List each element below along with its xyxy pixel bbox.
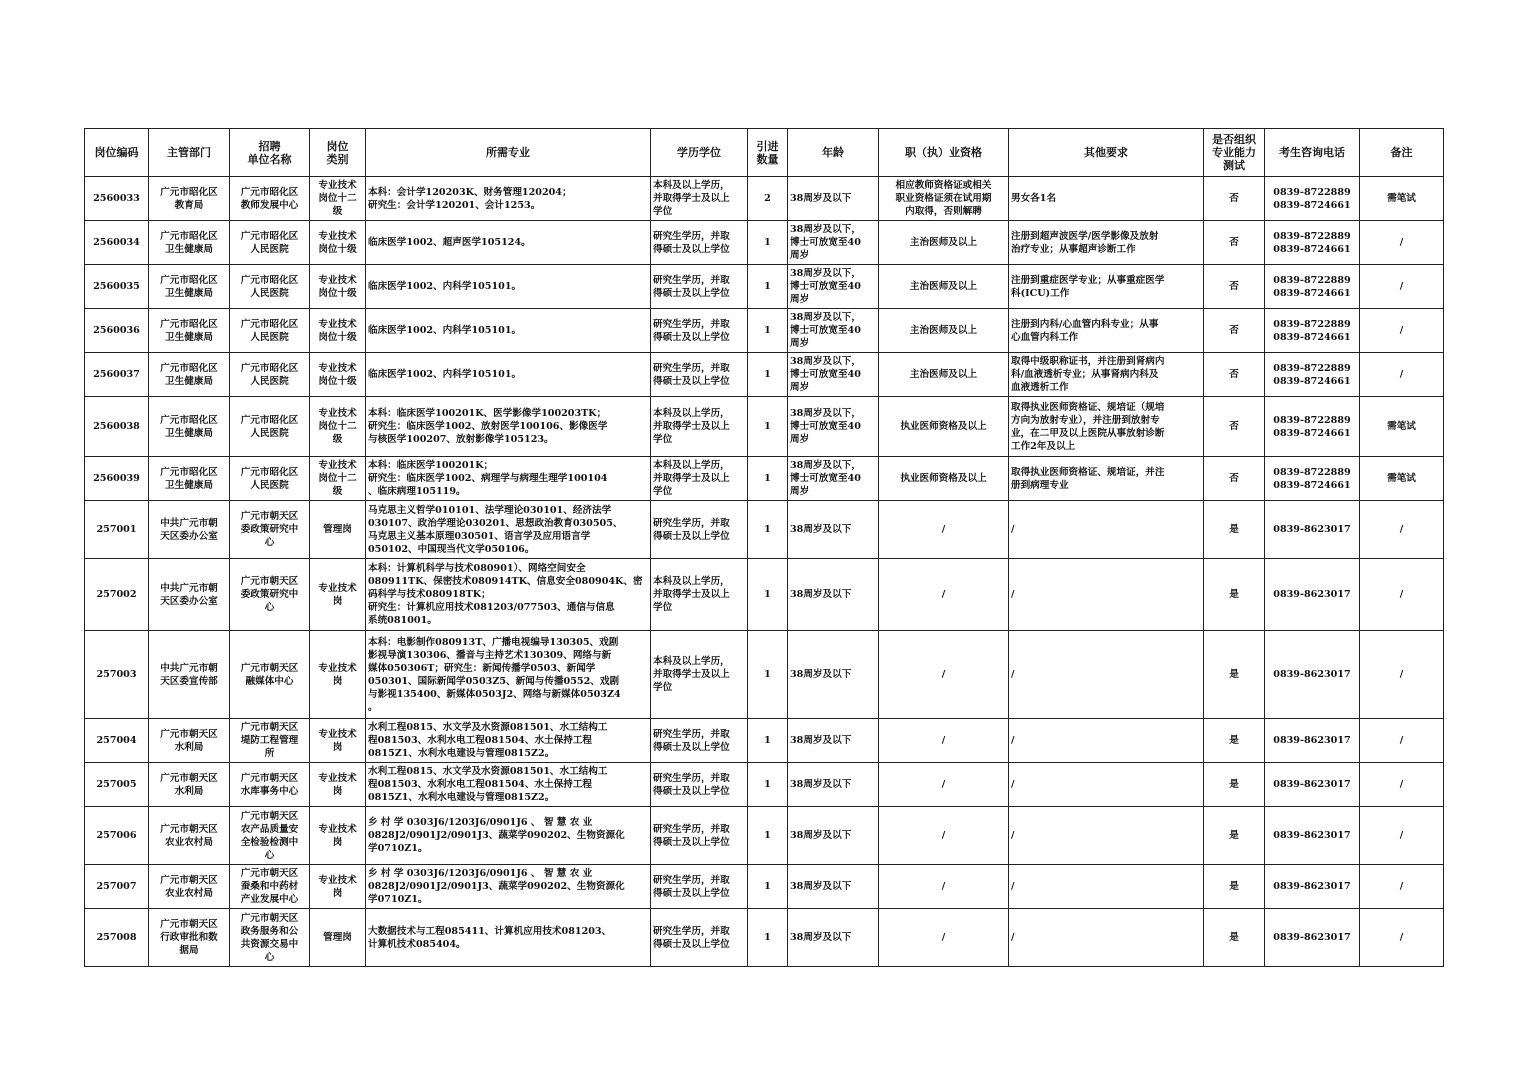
cell-note: 需笔试 [1360,397,1444,457]
cell-age: 38周岁及以下， 博士可放宽至40 周岁 [788,265,879,309]
cell-major: 本科：会计学120203K、财务管理120204； 研究生：会计学120201、会计1253。 [366,177,651,221]
cell-age: 38周岁及以下 [788,559,879,631]
cell-age: 38周岁及以下 [788,865,879,909]
cell-major: 大数据技术与工程085411、计算机应用技术081203、 计算机技术085404。 [366,909,651,967]
cell-phone: 0839-8623017 [1265,501,1360,559]
cell-edu: 研究生学历，并取 得硕士及以上学位 [651,309,748,353]
cell-other: / [1009,865,1204,909]
cell-age: 38周岁及以下， 博士可放宽至40 周岁 [788,221,879,265]
cell-edu: 研究生学历，并取 得硕士及以上学位 [651,909,748,967]
cell-age: 38周岁及以下 [788,501,879,559]
cell-qual: / [879,631,1009,719]
cell-num: 1 [748,559,788,631]
cell-num: 1 [748,265,788,309]
cell-code: 2560033 [85,177,149,221]
cell-qual: 执业医师资格及以上 [879,457,1009,501]
cell-code: 257002 [85,559,149,631]
cell-age: 38周岁及以下， 博士可放宽至40 周岁 [788,397,879,457]
header-note: 备注 [1360,129,1444,177]
cell-num: 1 [748,309,788,353]
cell-note: / [1360,909,1444,967]
cell-test: 否 [1204,265,1265,309]
cell-note: / [1360,221,1444,265]
recruitment-table [84,128,1444,967]
cell-phone: 0839-8722889 0839-8724661 [1265,309,1360,353]
cell-edu: 本科及以上学历， 并取得学士及以上 学位 [651,177,748,221]
cell-age: 38周岁及以下 [788,177,879,221]
cell-code: 2560035 [85,265,149,309]
cell-qual: 执业医师资格及以上 [879,397,1009,457]
cell-type: 专业技术 岗 [310,631,366,719]
cell-test: 是 [1204,807,1265,865]
cell-edu: 研究生学历，并取 得硕士及以上学位 [651,353,748,397]
cell-dept: 广元市昭化区 卫生健康局 [149,457,230,501]
cell-other: 取得执业医师资格证、规培证，并注 册到病理专业 [1009,457,1204,501]
cell-phone: 0839-8722889 0839-8724661 [1265,265,1360,309]
cell-note: / [1360,763,1444,807]
cell-edu: 本科及以上学历， 并取得学士及以上 学位 [651,457,748,501]
cell-type: 专业技术 岗位十二 级 [310,177,366,221]
cell-edu: 本科及以上学历， 并取得学士及以上 学位 [651,397,748,457]
cell-unit: 广元市朝天区 融媒体中心 [230,631,310,719]
cell-dept: 广元市朝天区 农业农村局 [149,807,230,865]
header-type: 岗位 类别 [310,129,366,177]
cell-phone: 0839-8623017 [1265,865,1360,909]
cell-dept: 中共广元市朝 天区委办公室 [149,559,230,631]
cell-note: / [1360,807,1444,865]
cell-code: 2560036 [85,309,149,353]
cell-dept: 广元市朝天区 水利局 [149,763,230,807]
cell-type: 专业技术 岗位十二 级 [310,397,366,457]
cell-unit: 广元市昭化区 人民医院 [230,457,310,501]
cell-test: 否 [1204,353,1265,397]
cell-phone: 0839-8722889 0839-8724661 [1265,457,1360,501]
cell-note: / [1360,719,1444,763]
cell-phone: 0839-8722889 0839-8724661 [1265,397,1360,457]
cell-major: 乡 村 学 0303J6/1203J6/0901J6 、 智 慧 农 业 0828J2/0901J2/0901J3、蔬菜学090202、生物资源化 学0710Z1。 [366,865,651,909]
cell-unit: 广元市朝天区 堤防工程管理 所 [230,719,310,763]
cell-num: 1 [748,909,788,967]
cell-dept: 广元市昭化区 卫生健康局 [149,353,230,397]
cell-dept: 广元市昭化区 教育局 [149,177,230,221]
cell-edu: 本科及以上学历， 并取得学士及以上 学位 [651,631,748,719]
cell-num: 1 [748,719,788,763]
cell-age: 38周岁及以下 [788,763,879,807]
cell-major: 乡 村 学 0303J6/1203J6/0901J6 、 智 慧 农 业 0828J2/0901J2/0901J3、蔬菜学090202、生物资源化 学0710Z1。 [366,807,651,865]
cell-other: / [1009,807,1204,865]
cell-qual: / [879,807,1009,865]
cell-type: 专业技术 岗位十级 [310,309,366,353]
cell-test: 是 [1204,631,1265,719]
cell-code: 2560038 [85,397,149,457]
cell-unit: 广元市昭化区 人民医院 [230,353,310,397]
cell-unit: 广元市昭化区 人民医院 [230,309,310,353]
table-row [85,397,1444,457]
cell-edu: 研究生学历，并取 得硕士及以上学位 [651,501,748,559]
cell-phone: 0839-8623017 [1265,719,1360,763]
cell-other: / [1009,763,1204,807]
cell-qual: / [879,909,1009,967]
header-age: 年龄 [788,129,879,177]
header-major: 所需专业 [366,129,651,177]
cell-phone: 0839-8722889 0839-8724661 [1265,177,1360,221]
cell-test: 否 [1204,397,1265,457]
cell-major: 水利工程0815、水文学及水资源081501、水工结构工 程081503、水利水电工程081504、水土保持工程 0815Z1、水利水电建设与管理0815Z2。 [366,719,651,763]
cell-note: 需笔试 [1360,177,1444,221]
cell-unit: 广元市昭化区 教师发展中心 [230,177,310,221]
cell-other: / [1009,631,1204,719]
table-row [85,265,1444,309]
cell-dept: 广元市昭化区 卫生健康局 [149,265,230,309]
cell-note: / [1360,353,1444,397]
cell-major: 马克思主义哲学010101、法学理论030101、经济法学 030107、政治学理论030201、思想政治教育030505、 马克思主义基本原理030501、语言学及应用语言学 050102、中国现当代文学050106。 [366,501,651,559]
cell-major: 水利工程0815、水文学及水资源081501、水工结构工 程081503、水利水电工程081504、水土保持工程 0815Z1、水利水电建设与管理0815Z2。 [366,763,651,807]
cell-test: 否 [1204,457,1265,501]
cell-code: 257008 [85,909,149,967]
cell-test: 是 [1204,865,1265,909]
table-row [85,631,1444,719]
cell-note: / [1360,559,1444,631]
cell-edu: 研究生学历，并取 得硕士及以上学位 [651,763,748,807]
cell-num: 1 [748,397,788,457]
cell-num: 1 [748,763,788,807]
cell-code: 2560034 [85,221,149,265]
cell-other: 取得执业医师资格证、规培证（规培 方向为放射专业），并注册到放射专 业，在二甲及以上医院从事放射诊断 工作2年及以上 [1009,397,1204,457]
header-dept: 主管部门 [149,129,230,177]
cell-num: 1 [748,865,788,909]
cell-unit: 广元市朝天区 政务服务和公 共资源交易中 心 [230,909,310,967]
cell-major: 本科：计算机科学与技术080901）、网络空间安全 080911TK、保密技术080914TK、信息安全080904K、密 码科学与技术080918TK； 研究生：计算机应用技术081203/077503、通信与信息 系统081001。 [366,559,651,631]
cell-qual: 主治医师及以上 [879,221,1009,265]
cell-note: / [1360,501,1444,559]
cell-test: 否 [1204,309,1265,353]
cell-other: / [1009,719,1204,763]
cell-major: 本科：电影制作080913T、广播电视编导130305、戏剧 影视导演130306、播音与主持艺术130309、网络与新 媒体050306T；研究生：新闻传播学0503、新闻学 050301、国际新闻学0503Z5、新闻与传播0552、戏剧 与影视135400、新媒体0503J2、网络与新媒体0503Z4 。 [366,631,651,719]
header-test: 是否组织 专业能力 测试 [1204,129,1265,177]
header-code: 岗位编码 [85,129,149,177]
table-row [85,353,1444,397]
cell-other: / [1009,501,1204,559]
cell-test: 是 [1204,559,1265,631]
table-row [85,719,1444,763]
cell-test: 否 [1204,177,1265,221]
header-num: 引进 数量 [748,129,788,177]
cell-code: 257003 [85,631,149,719]
cell-age: 38周岁及以下 [788,909,879,967]
header-edu: 学历学位 [651,129,748,177]
cell-unit: 广元市朝天区 委政策研究中 心 [230,501,310,559]
cell-num: 2 [748,177,788,221]
cell-num: 1 [748,221,788,265]
cell-type: 专业技术 岗位十级 [310,221,366,265]
cell-edu: 研究生学历，并取 得硕士及以上学位 [651,265,748,309]
table-row [85,457,1444,501]
cell-type: 专业技术 岗位十级 [310,265,366,309]
cell-note: / [1360,265,1444,309]
cell-phone: 0839-8623017 [1265,807,1360,865]
header-unit: 招聘 单位名称 [230,129,310,177]
cell-note: / [1360,309,1444,353]
cell-qual: 主治医师及以上 [879,309,1009,353]
header-qual: 职（执）业资格 [879,129,1009,177]
cell-unit: 广元市朝天区 蚕桑和中药材 产业发展中心 [230,865,310,909]
cell-major: 本科：临床医学100201K、医学影像学100203TK； 研究生：临床医学1002、放射医学100106、影像医学 与核医学100207、放射影像学105123。 [366,397,651,457]
cell-type: 专业技术 岗 [310,763,366,807]
cell-dept: 中共广元市朝 天区委办公室 [149,501,230,559]
cell-age: 38周岁及以下， 博士可放宽至40 周岁 [788,457,879,501]
cell-dept: 广元市朝天区 水利局 [149,719,230,763]
cell-qual: / [879,501,1009,559]
cell-edu: 研究生学历，并取 得硕士及以上学位 [651,807,748,865]
cell-dept: 广元市昭化区 卫生健康局 [149,397,230,457]
cell-major: 本科：临床医学100201K； 研究生：临床医学1002、病理学与病理生理学100104 、临床病理105119。 [366,457,651,501]
cell-note: / [1360,631,1444,719]
cell-code: 2560037 [85,353,149,397]
cell-other: 取得中级职称证书，并注册到肾病内 科/血液透析专业；从事肾病内科及 血液透析工作 [1009,353,1204,397]
cell-qual: / [879,719,1009,763]
cell-edu: 研究生学历，并取 得硕士及以上学位 [651,865,748,909]
cell-phone: 0839-8623017 [1265,631,1360,719]
cell-age: 38周岁及以下， 博士可放宽至40 周岁 [788,309,879,353]
cell-qual: 主治医师及以上 [879,353,1009,397]
cell-unit: 广元市昭化区 人民医院 [230,265,310,309]
cell-age: 38周岁及以下， 博士可放宽至40 周岁 [788,353,879,397]
table-row [85,221,1444,265]
cell-code: 257004 [85,719,149,763]
cell-edu: 研究生学历，并取 得硕士及以上学位 [651,221,748,265]
cell-num: 1 [748,353,788,397]
cell-test: 否 [1204,221,1265,265]
cell-code: 257006 [85,807,149,865]
cell-type: 管理岗 [310,501,366,559]
cell-type: 专业技术 岗 [310,559,366,631]
cell-phone: 0839-8623017 [1265,559,1360,631]
cell-dept: 广元市昭化区 卫生健康局 [149,309,230,353]
cell-phone: 0839-8623017 [1265,763,1360,807]
cell-type: 专业技术 岗 [310,807,366,865]
cell-major: 临床医学1002、内科学105101。 [366,265,651,309]
cell-age: 38周岁及以下 [788,631,879,719]
cell-other: 注册到超声波医学/医学影像及放射 治疗专业；从事超声诊断工作 [1009,221,1204,265]
cell-note: / [1360,865,1444,909]
table-row [85,501,1444,559]
cell-phone: 0839-8722889 0839-8724661 [1265,221,1360,265]
cell-other: / [1009,909,1204,967]
header-other: 其他要求 [1009,129,1204,177]
cell-unit: 广元市昭化区 人民医院 [230,221,310,265]
cell-num: 1 [748,631,788,719]
table-row [85,177,1444,221]
cell-type: 专业技术 岗位十二 级 [310,457,366,501]
cell-qual: / [879,559,1009,631]
cell-dept: 中共广元市朝 天区委宣传部 [149,631,230,719]
cell-dept: 广元市昭化区 卫生健康局 [149,221,230,265]
cell-qual: 主治医师及以上 [879,265,1009,309]
cell-test: 是 [1204,763,1265,807]
cell-major: 临床医学1002、内科学105101。 [366,353,651,397]
cell-code: 257005 [85,763,149,807]
cell-type: 专业技术 岗 [310,865,366,909]
cell-type: 专业技术 岗 [310,719,366,763]
cell-unit: 广元市朝天区 农产品质量安 全检验检测中 心 [230,807,310,865]
cell-note: 需笔试 [1360,457,1444,501]
cell-age: 38周岁及以下 [788,719,879,763]
cell-qual: / [879,865,1009,909]
cell-unit: 广元市朝天区 委政策研究中 心 [230,559,310,631]
cell-unit: 广元市昭化区 人民医院 [230,397,310,457]
cell-test: 是 [1204,501,1265,559]
table-row [85,763,1444,807]
cell-unit: 广元市朝天区 水库事务中心 [230,763,310,807]
cell-phone: 0839-8623017 [1265,909,1360,967]
cell-major: 临床医学1002、内科学105101。 [366,309,651,353]
cell-code: 257007 [85,865,149,909]
cell-qual: / [879,763,1009,807]
cell-other: 注册到内科/心血管内科专业；从事 心血管内科工作 [1009,309,1204,353]
cell-num: 1 [748,457,788,501]
cell-code: 2560039 [85,457,149,501]
cell-type: 专业技术 岗位十级 [310,353,366,397]
cell-type: 管理岗 [310,909,366,967]
header-row [85,129,1444,177]
cell-age: 38周岁及以下 [788,807,879,865]
cell-major: 临床医学1002、超声医学105124。 [366,221,651,265]
cell-code: 257001 [85,501,149,559]
cell-test: 是 [1204,909,1265,967]
cell-other: 注册到重症医学专业；从事重症医学 科(ICU)工作 [1009,265,1204,309]
cell-num: 1 [748,501,788,559]
table-row [85,309,1444,353]
cell-edu: 本科及以上学历， 并取得学士及以上 学位 [651,559,748,631]
cell-test: 是 [1204,719,1265,763]
cell-edu: 研究生学历，并取 得硕士及以上学位 [651,719,748,763]
cell-dept: 广元市朝天区 农业农村局 [149,865,230,909]
cell-other: / [1009,559,1204,631]
cell-num: 1 [748,807,788,865]
cell-phone: 0839-8722889 0839-8724661 [1265,353,1360,397]
header-phone: 考生咨询电话 [1265,129,1360,177]
table-row [85,865,1444,909]
table-row [85,559,1444,631]
cell-qual: 相应教师资格证或相关 职业资格证须在试用期 内取得，否则解聘 [879,177,1009,221]
cell-dept: 广元市朝天区 行政审批和数 据局 [149,909,230,967]
cell-other: 男女各1名 [1009,177,1204,221]
table-row [85,909,1444,967]
table-row [85,807,1444,865]
